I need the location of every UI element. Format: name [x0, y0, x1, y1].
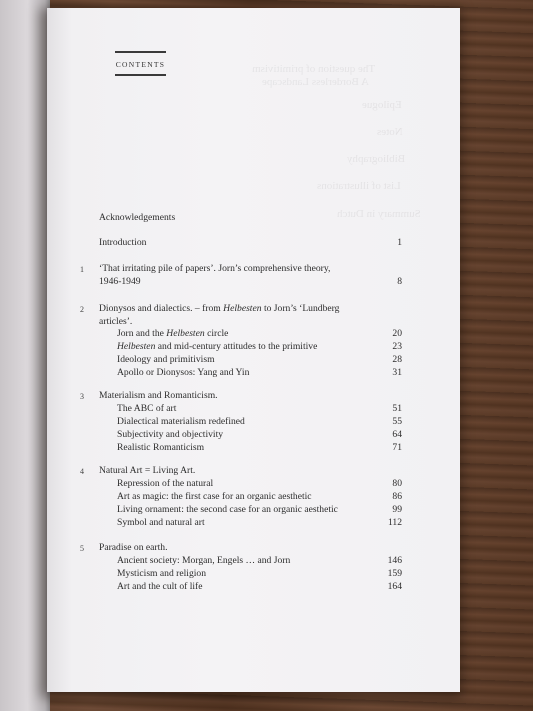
toc-section: Apollo or Dionysos: Yang and Yin	[117, 367, 250, 378]
chapter-number: 3	[80, 392, 84, 401]
toc-page-number: 86	[392, 491, 402, 502]
chapter-number: 1	[80, 265, 84, 274]
toc-entry-acknowledgements: Acknowledgements	[99, 212, 176, 223]
bleed-through-line: Notes	[377, 126, 403, 138]
toc-section: Ideology and primitivism	[117, 354, 215, 365]
toc-page-number: 23	[392, 341, 402, 352]
toc-page-number: 159	[387, 568, 402, 579]
bleed-through-line: A Borderless Landscape	[262, 76, 369, 88]
toc-page-number: 31	[392, 367, 402, 378]
toc-page-number: 71	[392, 442, 402, 453]
toc-page-number: 51	[392, 403, 402, 414]
toc-section: Ancient society: Morgan, Engels … and Jorn	[117, 555, 291, 566]
toc-page-number: 64	[392, 429, 402, 440]
toc-section: Jorn and the Helbesten circle	[117, 328, 229, 339]
toc-page-number: 20	[392, 328, 402, 339]
page-title: CONTENTS	[115, 60, 166, 69]
toc-section: Subjectivity and objectivity	[117, 429, 224, 440]
toc-chapter-title-cont: 1946-1949	[99, 276, 141, 287]
toc-section: Dialectical materialism redefined	[117, 416, 245, 427]
toc-section: Symbol and natural art	[117, 517, 205, 528]
chapter-number: 2	[80, 305, 84, 314]
toc-chapter-title: Materialism and Romanticism.	[99, 390, 218, 401]
chapter-number: 4	[80, 467, 84, 476]
toc-section: Art as magic: the first case for an organic aesthetic	[117, 491, 312, 502]
toc-page-number: 80	[392, 478, 402, 489]
toc-page-number: 146	[387, 555, 402, 566]
toc-page-number: 28	[392, 354, 402, 365]
toc-chapter-title: Dionysos and dialectics. – from Helbesten to Jorn’s ‘Lundberg	[99, 303, 340, 314]
chapter-number: 5	[80, 544, 84, 553]
toc-section: Mysticism and religion	[117, 568, 206, 579]
toc-section: Realistic Romanticism	[117, 442, 205, 453]
header-rule-bottom	[115, 74, 166, 76]
bleed-through-line: Bibliography	[347, 153, 406, 165]
toc-chapter-title: Natural Art = Living Art.	[99, 465, 196, 476]
toc-section: Art and the cult of life	[117, 581, 203, 592]
toc-chapter-title: Paradise on earth.	[99, 542, 168, 553]
toc-chapter-title: ‘That irritating pile of papers’. Jorn’s comprehensive theory,	[99, 263, 331, 274]
toc-page-number: 164	[387, 581, 402, 592]
bleed-through-line: Summary in Dutch	[337, 208, 421, 220]
toc-entry-introduction: Introduction	[99, 237, 147, 248]
toc-section: The ABC of art	[117, 403, 177, 414]
toc-section: Repression of the natural	[117, 478, 214, 489]
toc-page-number: 8	[397, 276, 402, 287]
bleed-through-line: List of illustrations	[317, 180, 401, 192]
bleed-through-line: The question of primitivism	[252, 63, 376, 75]
toc-chapter-title-cont: articles’.	[99, 316, 133, 327]
header-rule-top	[115, 51, 166, 53]
bleed-through-line: Epilogue	[362, 99, 402, 111]
toc-page-number: 55	[392, 416, 402, 427]
toc-page-number: 1	[397, 237, 402, 248]
toc-page-number: 112	[387, 517, 402, 528]
contents-page	[47, 8, 460, 692]
toc-section: Helbesten and mid-century attitudes to the primitive	[117, 341, 318, 352]
toc-page-number: 99	[392, 504, 402, 515]
toc-section: Living ornament: the second case for an organic aesthetic	[117, 504, 338, 515]
